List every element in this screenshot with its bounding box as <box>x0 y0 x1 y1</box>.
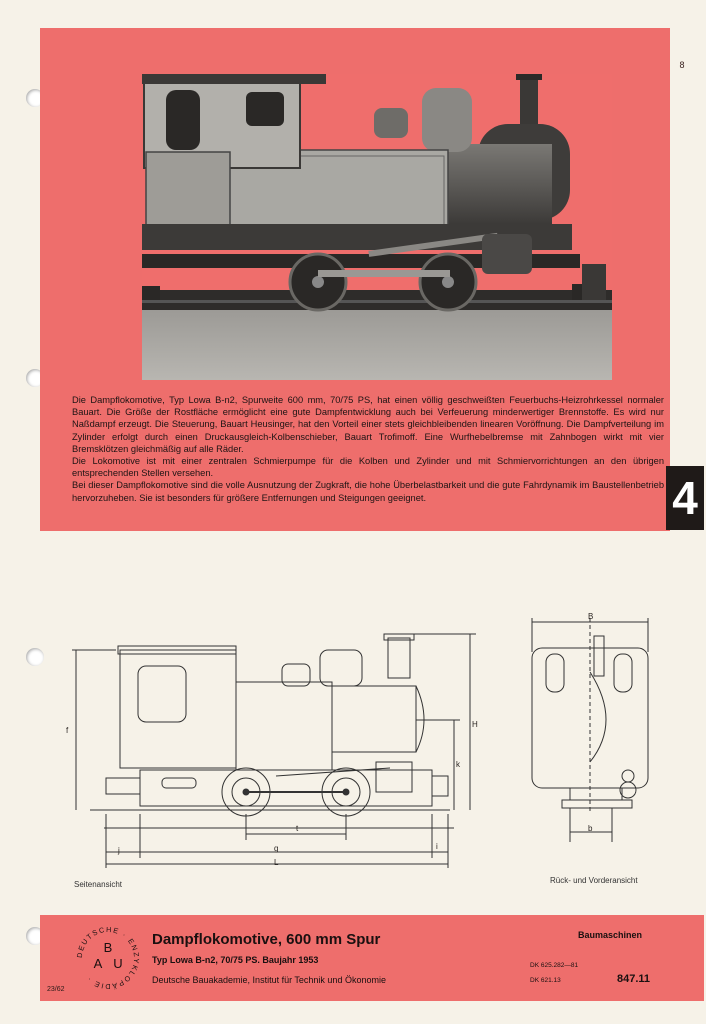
binder-hole-lower <box>26 648 44 666</box>
locomotive-photo <box>142 74 612 380</box>
category-label: Baumaschinen <box>578 930 643 940</box>
dimension-label-H: H <box>472 720 478 729</box>
front-view-caption: Rück- und Vorderansicht <box>550 876 638 885</box>
photo-panel <box>40 28 685 531</box>
svg-text:B: B <box>103 940 113 955</box>
dimension-label-j: j <box>118 846 120 855</box>
encyclopedia-seal-logo <box>72 922 144 994</box>
dimension-label-i: i <box>436 842 438 851</box>
sheet-number: 847.11 <box>617 973 651 985</box>
dimension-label-t: t <box>296 824 299 833</box>
sheet-title: Dampflokomotive, 600 mm Spur <box>152 931 381 948</box>
page-number: 8 <box>679 60 685 70</box>
dimension-label-B: B <box>588 612 594 621</box>
dimension-label-g: g <box>274 844 279 853</box>
description-paragraph-2: Die Lokomotive ist mit einer zentralen Schmierpumpe für die Kolben und Zylinder und mit Schmiervorrichtungen an den übrigen entsprechenden Stellen versehen. <box>72 456 664 479</box>
dimension-label-b: b <box>588 824 593 833</box>
publisher-line: Deutsche Bauakademie, Institut für Technik und Ökonomie <box>152 975 386 985</box>
front-rear-view-drawing <box>514 612 664 852</box>
description-paragraph-1: Die Dampflokomotive, Typ Lowa B-n2, Spurweite 600 mm, 70/75 PS, hat einen völlig geschweißten Feuerbuchs-Heizrohrkessel normaler Bauart. Die Größe der Rostfläche ermöglicht eine gute Dampfentwicklung auch bei Verfeuerung minderwertiger Brennstoffe. Es wird nur Naßdampf erzeugt. Die Steuerung, Bauart Heusinger, hat den Vorteil einer stets gleichbleibenden linearen Voröffnung. Die Dampfverteilung im Zylinder erfolgt durch einen Druckausgleich-Kolbenschieber, Bauart Trofimoff. Eine Wurfhebelbremse mit Zahnbogen wirkt mit vier Bremsklötzen gleichmäßig auf alle Räder. <box>72 395 664 454</box>
series-number: 23/62 <box>47 986 65 993</box>
side-view-caption: Seitenansicht <box>74 880 123 889</box>
dk-classification-1: DK 625.282—81 <box>530 962 579 969</box>
svg-text:A: A <box>93 956 103 971</box>
section-tab-marker: 4 <box>666 466 704 530</box>
sheet-subtitle: Typ Lowa B-n2, 70/75 PS. Baujahr 1953 <box>152 955 319 965</box>
svg-text:U: U <box>113 956 123 971</box>
encyclopedia-seal <box>72 922 144 994</box>
dimension-label-L: L <box>274 858 279 867</box>
description-paragraph-3: Bei dieser Dampflokomotive sind die volle Ausnutzung der Zugkraft, die hohe Überbelastbarkeit und die gute Fahrdynamik im Baustellenbetrieb hervorzuheben. Sie ist besonders für größere Entfernungen und Steigungen geeignet. <box>72 480 664 503</box>
dimension-label-f: f <box>66 726 69 735</box>
side-elevation-drawing <box>66 628 490 868</box>
locomotive-photo-image <box>142 74 612 380</box>
description-text <box>72 394 664 504</box>
dimension-label-k: k <box>456 760 460 769</box>
svg-text:DEUTSCHE · ENZYKLOPÄDIE ·: DEUTSCHE · ENZYKLOPÄDIE · <box>74 924 142 992</box>
dk-classification-2: DK 621.13 <box>530 977 561 984</box>
